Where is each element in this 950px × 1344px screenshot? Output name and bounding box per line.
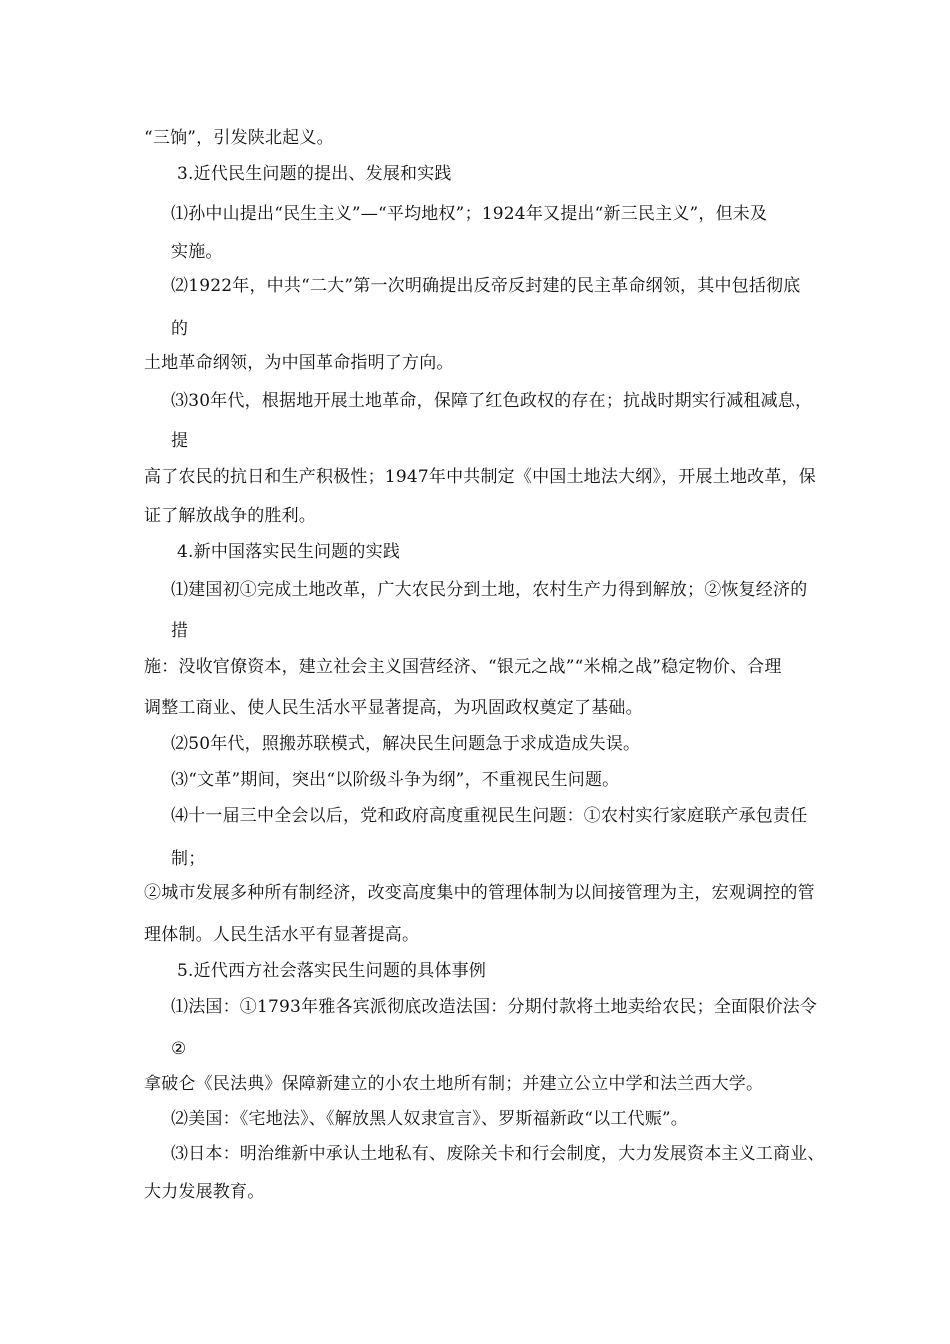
text-line: 拿破仑《民法典》保障新建立的小农土地所有制；并建立公立中学和法兰西大学。 (144, 1074, 764, 1094)
text-line: ⑶30年代，根据地开展土地革命，保障了红色政权的存在；抗战时期实行减租减息， (171, 391, 813, 411)
text-line: ⑶日本：明治维新中承认土地私有、废除关卡和行会制度，大力发展资本主义工商业、 (171, 1144, 825, 1164)
text-line: ⑶“文革”期间，突出“以阶级斗争为纲”，不重视民生问题。 (171, 770, 620, 790)
text-line: “三饷”，引发陕北起义。 (144, 128, 334, 148)
text-line: 证了解放战争的胜利。 (144, 506, 316, 526)
text-line: 实施。 (171, 242, 223, 262)
text-line: ⑴建国初①完成土地改革，广大农民分到土地，农村生产力得到解放；②恢复经济的 (171, 580, 808, 600)
text-line: ② (171, 1039, 187, 1059)
text-line: 大力发展教育。 (144, 1182, 265, 1202)
text-line: ⑴孙中山提出“民生主义”—“平均地权”；1924年又提出“新三民主义”，但未及 (171, 204, 768, 224)
section-heading: 3.近代民生问题的提出、发展和实践 (177, 164, 452, 184)
text-line: 土地革命纲领，为中国革命指明了方向。 (144, 353, 454, 373)
text-line: ⑷十一届三中全会以后，党和政府高度重视民生问题：①农村实行家庭联产承包责任 (171, 806, 808, 826)
text-line: ⑵50年代，照搬苏联模式，解决民生问题急于求成造成失误。 (171, 734, 641, 754)
text-line: 制； (171, 849, 206, 869)
text-line: 施：没收官僚资本，建立社会主义国营经济、“银元之战”“米棉之战”稳定物价、合理 (144, 657, 782, 677)
text-line: ⑴法国：①1793年雅各宾派彻底改造法国：分期付款将土地卖给农民；全面限价法令 (171, 997, 818, 1017)
text-line: ⑵1922年，中共“二大”第一次明确提出反帝反封建的民主革命纲领，其中包括彻底 (171, 276, 801, 296)
text-line: 高了农民的抗日和生产积极性；1947年中共制定《中国土地法大纲》，开展土地改革，保 (144, 467, 816, 487)
section-heading: 5.近代西方社会落实民生问题的具体事例 (177, 961, 487, 981)
text-line: 的 (171, 319, 189, 339)
text-line: ⑵美国：《宅地法》、《解放黑人奴隶宣言》、罗斯福新政“以工代赈”。 (171, 1109, 688, 1129)
section-heading: 4.新中国落实民生问题的实践 (177, 542, 401, 562)
text-line: ②城市发展多种所有制经济，改变高度集中的管理体制为以间接管理为主，宏观调控的管 (144, 883, 815, 903)
text-line: 调整工商业、使人民生活水平显著提高，为巩固政权奠定了基础。 (144, 698, 643, 718)
text-line: 提 (171, 431, 189, 451)
text-line: 措 (171, 621, 189, 641)
text-line: 理体制。人民生活水平有显著提高。 (144, 925, 420, 945)
